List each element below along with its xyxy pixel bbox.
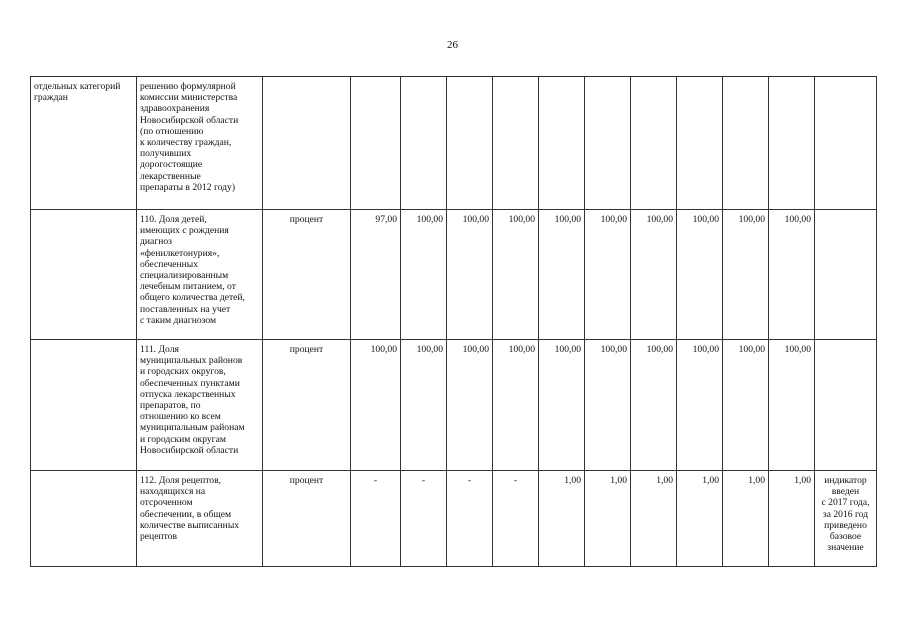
- note-cell: индикатор введен с 2017 года, за 2016 год приведено базовое значение: [815, 471, 877, 567]
- value-cell: 100,00: [351, 340, 401, 471]
- value-cell: 100,00: [539, 210, 585, 340]
- category-cell: отдельных категорий граждан: [31, 77, 137, 210]
- value-cell: 100,00: [539, 340, 585, 471]
- value-cell: 100,00: [631, 210, 677, 340]
- value-cell: 1,00: [585, 471, 631, 567]
- value-cell: [677, 77, 723, 210]
- value-cell: 1,00: [769, 471, 815, 567]
- table-row: [31, 210, 877, 340]
- table-row: [31, 471, 877, 567]
- note-cell: [815, 77, 877, 210]
- value-cell: 100,00: [401, 210, 447, 340]
- value-cell: 100,00: [447, 340, 493, 471]
- value-cell: 100,00: [769, 210, 815, 340]
- value-cell: 100,00: [631, 340, 677, 471]
- indicator-name-cell: 112. Доля рецептов, находящихся на отсроченном обеспечении, в общем количестве выписанных рецептов: [137, 471, 263, 567]
- category-cell: [31, 210, 137, 340]
- value-cell: 100,00: [585, 210, 631, 340]
- value-cell: 100,00: [493, 340, 539, 471]
- value-cell: 97,00: [351, 210, 401, 340]
- unit-cell: процент: [263, 340, 351, 471]
- indicator-name-cell: 110. Доля детей, имеющих с рождения диагноз «фенилкетонурия», обеспеченных специализированным лечебным питанием, от общего количества детей, поставленных на учет с таким диагнозом: [137, 210, 263, 340]
- value-cell: 100,00: [723, 340, 769, 471]
- value-cell: 1,00: [539, 471, 585, 567]
- value-cell: 1,00: [631, 471, 677, 567]
- value-cell: -: [493, 471, 539, 567]
- indicators-table: [30, 76, 877, 567]
- category-cell: [31, 340, 137, 471]
- value-cell: 100,00: [585, 340, 631, 471]
- value-cell: [493, 77, 539, 210]
- value-cell: 100,00: [769, 340, 815, 471]
- value-cell: [631, 77, 677, 210]
- value-cell: [447, 77, 493, 210]
- value-cell: -: [401, 471, 447, 567]
- table-row: [31, 340, 877, 471]
- value-cell: [401, 77, 447, 210]
- value-cell: 100,00: [447, 210, 493, 340]
- note-cell: [815, 210, 877, 340]
- value-cell: 100,00: [401, 340, 447, 471]
- value-cell: [351, 77, 401, 210]
- value-cell: [723, 77, 769, 210]
- value-cell: -: [351, 471, 401, 567]
- category-cell: [31, 471, 137, 567]
- value-cell: 100,00: [493, 210, 539, 340]
- value-cell: [769, 77, 815, 210]
- value-cell: 1,00: [723, 471, 769, 567]
- value-cell: [585, 77, 631, 210]
- page-number: 26: [447, 39, 458, 51]
- value-cell: 100,00: [723, 210, 769, 340]
- note-cell: [815, 340, 877, 471]
- indicator-name-cell: решению формулярной комиссии министерства здравоохранения Новосибирской области (по отношению к количеству граждан, получивших дорогостоящие лекарственные препараты в 2012 году): [137, 77, 263, 210]
- indicator-name-cell: 111. Доля муниципальных районов и городских округов, обеспеченных пунктами отпуска лекарственных препаратов, по отношению ко всем муниципальным районам и городским округам Новосибирской области: [137, 340, 263, 471]
- table-row: [31, 77, 877, 210]
- value-cell: 100,00: [677, 340, 723, 471]
- value-cell: 1,00: [677, 471, 723, 567]
- value-cell: 100,00: [677, 210, 723, 340]
- unit-cell: процент: [263, 471, 351, 567]
- unit-cell: [263, 77, 351, 210]
- value-cell: [539, 77, 585, 210]
- value-cell: -: [447, 471, 493, 567]
- unit-cell: процент: [263, 210, 351, 340]
